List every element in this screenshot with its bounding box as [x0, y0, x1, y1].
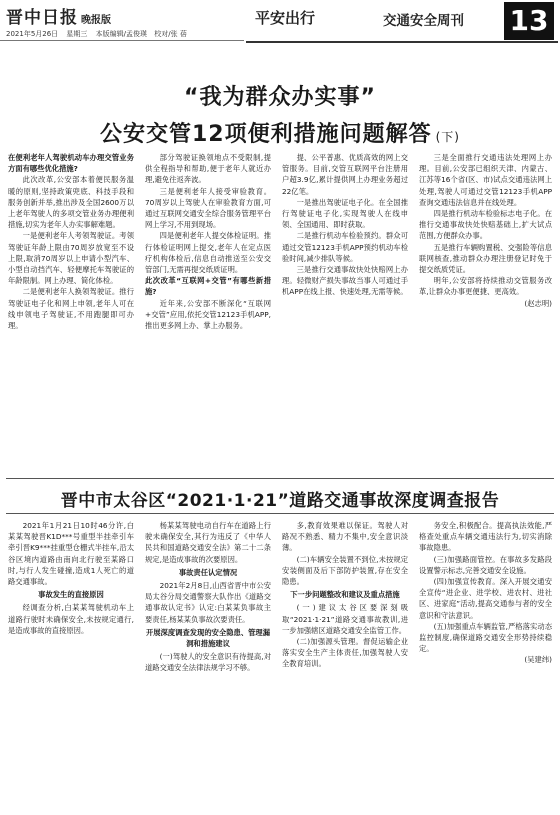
section-name: 平安出行 — [255, 9, 316, 27]
article1-column-3 — [282, 152, 408, 472]
masthead-subtitle: 晚报版 — [81, 15, 111, 26]
issue-info — [6, 29, 193, 39]
section-subhead: 下一步问题整改和建议及重点措施 — [290, 590, 400, 600]
question-paragraph: 在便利老年人驾驶机动车办理交管业务方面有哪些优化措施? — [8, 153, 134, 174]
article2-headline: 晋中市太谷区“2021·1·21”道路交通事故深度调查报告 — [60, 491, 500, 511]
section-subhead: 事故责任认定情况 — [178, 567, 238, 577]
header-divider — [0, 40, 244, 41]
page-header — [0, 0, 560, 64]
body-paragraph: 杨某某驾驶电动自行车在道路上行驶未确保安全,其行为违反了《中华人民共和国道路交通安全法》第二十二条规定,是造成事故的次要原因。 — [145, 521, 271, 564]
body-paragraph: 经调查分析,白某某驾驶机动车上道路行驶时未确保安全,未按规定通行,是造成事故的直接原因。 — [8, 603, 134, 635]
article1-column-2 — [145, 152, 271, 472]
weekly-title: 交通安全周刊 — [383, 13, 464, 29]
body-paragraph: 2021年1月21日10时46分许,白某某驾驶晋K1D***号重型半挂牵引车牵引晋K9***挂重型仓栅式半挂车,沿太谷区境内道路由南向北行驶至某路口时,与行人发生碰撞,造成1人死亡的道路交通事故。 — [8, 521, 134, 587]
body-paragraph: 一是便利老年人考领驾驶证。考领驾驶证年龄上限由70周岁放宽至不设上限,取消70周岁以上申请小型汽车、小型自动挡汽车、轻便摩托车驾驶证的年龄限制。网上办理、简化体检。 — [8, 231, 134, 286]
byline: (吴建纬) — [524, 655, 552, 665]
body-paragraph: 二是便利老年人换领驾驶证。推行驾驶证电子化和网上申领,老年人可在线申领电子驾驶证,不用跑腿即可办理。 — [8, 287, 134, 331]
body-paragraph: 近年来,公安部不断深化“互联网+交管”应用,依托交管12123手机APP,推出更多网上办、掌上办服务。 — [145, 298, 271, 331]
article1-title-main: 公安交管12项便利措施问题解答 — [100, 122, 432, 147]
masthead-title: 晋中日报 — [6, 8, 78, 28]
article1-title-line1: “我为群众办实事” — [184, 85, 376, 110]
body-paragraph: (二)车辆安全装置不到位,未按规定安装侧面及后下部防护装置,存在安全隐患。 — [282, 554, 408, 587]
body-paragraph: 此次改革,公安部本着便民服务温暖的原则,坚持政策兜底、科技手段和服务创新并举,推出涉及全国2600万以上老年驾驶人的多项交管业务办理便利措施,切实为老年人办实事解难题。 — [8, 175, 134, 230]
article1-title-line2 — [0, 117, 560, 148]
article1-column-4 — [419, 152, 552, 472]
body-paragraph: 2021年2月8日,山西省晋中市公安局太谷分局交通警察大队作出《道路交通事故认定书》认定:白某某负事故主要责任,杨某某负事故次要责任。 — [145, 581, 271, 624]
article1-headline — [0, 70, 560, 148]
body-paragraph: 明年,公安部将持续推动交管服务改革,让群众办事更便捷、更高效。 — [419, 276, 552, 297]
body-paragraph: 一是推出驾驶证电子化。在全国推行驾驶证电子化,实现驾驶人在线申领、全国通用、即时获取。 — [282, 197, 408, 230]
body-paragraph: 务安全,积极配合。提高执法效能,严格查处重点车辆交通违法行为,切实消除事故隐患。 — [419, 521, 552, 553]
body-paragraph: (二)加强源头管理。督促运输企业落实安全生产主体责任,加强驾驶人安全教育培训。 — [282, 637, 408, 669]
body-paragraph: (三)加强路面管控。在事故多发路段设置警示标志,完善交通安全设施。 — [419, 554, 552, 575]
article2-column-2 — [145, 520, 271, 810]
article2-column-3 — [282, 520, 408, 810]
article2-headline-rule — [6, 513, 554, 514]
masthead — [6, 3, 111, 28]
body-paragraph: 多,教育效果难以保证。驾驶人对路况不熟悉、精力不集中,安全意识淡薄。 — [282, 521, 408, 553]
byline: (赵志明) — [524, 298, 552, 308]
section-rule — [246, 41, 558, 43]
body-paragraph: 二是推行机动车检验预约。群众可通过交管12123手机APP预约机动车检验时间,减少排队等候。 — [282, 231, 408, 263]
issue-date: 2021年5月26日 — [6, 30, 59, 38]
issue-weekday: 星期三 — [66, 30, 88, 38]
body-paragraph: (五)加强重点车辆监管,严格落实动态监控制度,确保道路交通安全形势持续稳定。 — [419, 621, 552, 654]
body-paragraph: 提、公平普惠、优质高效的网上交管服务。目前,交管互联网平台注册用户超3.9亿,累计提供网上办理业务超过22亿笔。 — [282, 153, 408, 196]
page-number: 13 — [504, 2, 554, 40]
body-paragraph: 三是推行交通事故快处快赔网上办理。轻微财产损失事故当事人可通过手机APP在线上报、快速处理,无需等候。 — [282, 265, 408, 297]
section-subhead: 事故发生的直接原因 — [38, 590, 104, 600]
article1-column-1 — [8, 152, 134, 472]
body-paragraph: 三是全面推行交通违法处理网上办理。目前,公安部已组织天津、内蒙古、江苏等16个省(区、市)试点交通违法网上处理,驾驶人可通过交管12123手机APP查询交通违法信息并在线处理。 — [419, 153, 552, 207]
question-paragraph: 此次改革“互联网+交管”有哪些新措施? — [145, 276, 271, 297]
section-subhead: 开展深度调查发现的安全隐患、管理漏洞和措施建议 — [145, 627, 271, 649]
page-editor: 本版编辑/孟俊瑛 — [95, 30, 148, 38]
body-paragraph: (四)加强宣传教育。深入开展交通安全宣传“进企业、进学校、进农村、进社区、进家庭”活动,提高交通参与者的安全意识和守法意识。 — [419, 577, 552, 620]
article1-title-suffix: (下) — [435, 130, 460, 144]
body-paragraph: 四是便利老年人提交体检证明。推行体检证明网上提交,老年人在定点医疗机构体检后,信息自动推送至公安交管部门,无需再提交纸质证明。 — [145, 231, 271, 275]
article2-column-1 — [8, 520, 134, 810]
article2-column-4 — [419, 520, 552, 810]
body-paragraph: (一)驾驶人的安全意识有待提高,对道路交通安全法律法规学习不够。 — [145, 652, 271, 673]
article-divider — [6, 478, 554, 479]
body-paragraph: (一)建议太谷区要深刻吸取“2021·1·21”道路交通事故教训,进一步加强辖区道路交通安全监管工作。 — [282, 603, 408, 635]
body-paragraph: 三是便利老年人接受审验教育。70周岁以上驾驶人在审验教育方面,可通过互联网交通安全综合服务管理平台网上学习,不用到现场。 — [145, 186, 271, 230]
body-paragraph: 五是推行车辆购置税、交强险等信息联网核查,推动群众办理注册登记时免于提交纸质凭证。 — [419, 242, 552, 275]
body-paragraph: 部分驾驶证换领地点不受限制,提供全程指导和帮助,便于老年人就近办理,避免往返奔波。 — [145, 153, 271, 185]
page-proofreader: 校对/张 蓓 — [154, 30, 187, 38]
body-paragraph: 四是推行机动车检验标志电子化。在推行交通事故快处快赔基础上,扩大试点范围,方便群众办事。 — [419, 209, 552, 241]
